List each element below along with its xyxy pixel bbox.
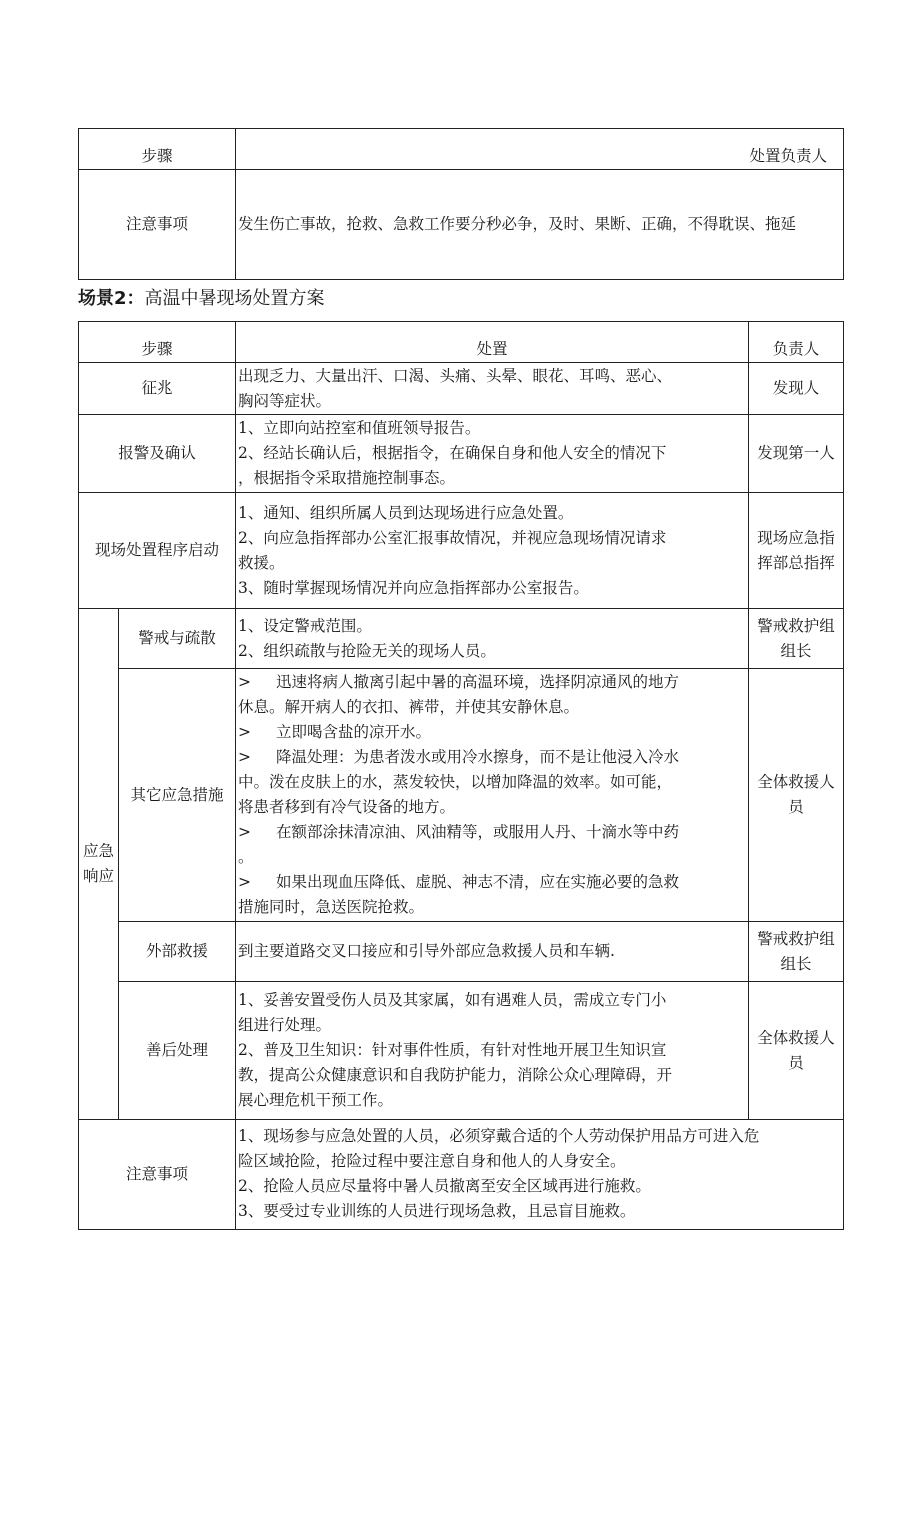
notes-text-cell bbox=[236, 1120, 844, 1230]
text-line: 险区域抢险，抢险过程中要注意自身和他人的人身安全。 bbox=[238, 1152, 626, 1170]
text-line: ，根据指令采取措施控制事态。 bbox=[238, 469, 456, 487]
text-line: 2、向应急指挥部办公室汇报事故情况，并视应急现场情况请求 bbox=[238, 528, 667, 547]
text-line: 1、现场参与应急处置的人员，必须穿戴合适的个人劳动保护用品方可进入危 bbox=[238, 1127, 760, 1145]
start-label-cell bbox=[79, 493, 236, 609]
table-scene1-tail bbox=[78, 128, 844, 280]
start-label: 现场处置程序启动 bbox=[95, 541, 220, 559]
text-line: 教，提高公众健康意识和自我防护能力，消除公众心理障碍，开 bbox=[238, 1066, 673, 1084]
external-label-cell bbox=[119, 922, 236, 982]
sign-label: 征兆 bbox=[141, 379, 173, 397]
bullet-arrow-icon: > bbox=[238, 873, 252, 891]
owner-line: 警戒救护组 bbox=[757, 616, 835, 635]
bullet-text: 在额部涂抹清凉油、风油精等，或服用人丹、十滴水等中药 bbox=[276, 823, 680, 841]
owner-line: 员 bbox=[788, 1053, 804, 1072]
table-row bbox=[79, 170, 844, 280]
table-scene2 bbox=[78, 321, 844, 1230]
header-right-cell bbox=[236, 129, 844, 170]
notes-label: 注意事项 bbox=[126, 1165, 189, 1183]
header-step-cell bbox=[79, 129, 236, 170]
after-owner-cell bbox=[749, 982, 844, 1120]
bullet-text: 将患者移到有冷气设备的地方。 bbox=[238, 798, 456, 816]
notes-label-cell bbox=[79, 170, 236, 280]
header-action-label: 处置 bbox=[476, 340, 508, 358]
text-line: 1、通知、组织所属人员到达现场进行应急处置。 bbox=[238, 503, 574, 522]
sign-owner-cell bbox=[749, 363, 844, 415]
alarm-label: 报警及确认 bbox=[118, 444, 196, 462]
text-line bbox=[238, 795, 746, 820]
table-row bbox=[79, 982, 844, 1120]
sign-owner: 发现人 bbox=[772, 379, 820, 397]
table-row bbox=[79, 1120, 844, 1230]
scene2-heading bbox=[78, 286, 325, 312]
bullet-arrow-icon: > bbox=[238, 748, 252, 766]
table-row bbox=[79, 363, 844, 415]
response-group-label: 应急 bbox=[82, 842, 114, 860]
table-row bbox=[79, 922, 844, 982]
bullet-arrow-icon: > bbox=[238, 723, 252, 741]
text-line: 2、普及卫生知识：针对事件性质，有针对性地开展卫生知识宣 bbox=[238, 1041, 667, 1059]
owner-line: 组长 bbox=[780, 641, 812, 660]
owner-line: 全体救援人 bbox=[757, 1028, 835, 1047]
guard-text-cell bbox=[236, 609, 749, 669]
bullet-text: 休息。解开病人的衣扣、裤带，并使其安静休息。 bbox=[238, 698, 580, 716]
text-line: 出现乏力、大量出汗、口渴、头痛、头晕、眼花、耳鸣、恶心、 bbox=[238, 366, 673, 385]
text-line: 1、妥善安置受伤人员及其家属，如有遇难人员，需成立专门小 bbox=[238, 991, 667, 1009]
text-line: 2、抢险人员应尽量将中暑人员撤离至安全区域再进行施救。 bbox=[238, 1177, 651, 1195]
owner-line: 警戒救护组 bbox=[757, 929, 835, 948]
notes-text-cell bbox=[236, 170, 844, 280]
text-line: 到主要道路交叉口接应和引导外部应急救援人员和车辆. bbox=[238, 942, 615, 960]
bullet-text: 措施同时，急送医院抢救。 bbox=[238, 898, 425, 916]
guard-label-cell bbox=[119, 609, 236, 669]
owner-line: 现场应急指 bbox=[757, 528, 835, 547]
table-row bbox=[79, 415, 844, 493]
alarm-text-cell bbox=[236, 415, 749, 493]
text-line: 组进行处理。 bbox=[238, 1016, 332, 1034]
owner-line: 全体救援人 bbox=[757, 773, 835, 791]
scene2-heading-prefix: 场景2： bbox=[78, 288, 145, 309]
bullet-text: 立即喝含盐的凉开水。 bbox=[276, 723, 432, 741]
bullet-text: 如果出现血压降低、虚脱、神志不清，应在实施必要的急救 bbox=[276, 873, 680, 891]
text-line bbox=[238, 695, 746, 720]
owner-line: 组长 bbox=[780, 954, 812, 973]
external-owner-cell bbox=[749, 922, 844, 982]
bullet-text: 。 bbox=[238, 848, 254, 866]
text-line bbox=[238, 845, 746, 870]
text-line: 3、随时掌握现场情况并向应急指挥部办公室报告。 bbox=[238, 578, 589, 597]
bullet-item bbox=[238, 745, 746, 770]
table-row bbox=[79, 669, 844, 922]
bullet-text: 中。泼在皮肤上的水，蒸发较快，以增加降温的效率。如可能， bbox=[238, 773, 673, 791]
other-text-cell bbox=[236, 669, 749, 922]
alarm-label-cell bbox=[79, 415, 236, 493]
text-line: 2、组织疏散与抢险无关的现场人员。 bbox=[238, 641, 496, 660]
sign-label-cell bbox=[79, 363, 236, 415]
bullet-text: 降温处理：为患者泼水或用冷水擦身，而不是让他浸入冷水 bbox=[276, 748, 680, 766]
text-line: 救援。 bbox=[238, 553, 285, 572]
header-owner-label: 负责人 bbox=[772, 340, 820, 358]
response-group-label: 响应 bbox=[82, 867, 114, 885]
text-line bbox=[238, 770, 746, 795]
scene2-heading-title: 高温中暑现场处置方案 bbox=[144, 288, 325, 309]
header-step-label: 步骤 bbox=[141, 147, 173, 165]
external-label: 外部救援 bbox=[146, 942, 209, 960]
text-line: 展心理危机干预工作。 bbox=[238, 1091, 394, 1109]
sign-text-cell bbox=[236, 363, 749, 415]
bullet-item bbox=[238, 820, 746, 845]
table-row bbox=[79, 609, 844, 669]
bullet-item bbox=[238, 670, 746, 695]
after-label: 善后处理 bbox=[146, 1041, 209, 1059]
after-label-cell bbox=[119, 982, 236, 1120]
guard-label: 警戒与疏散 bbox=[138, 629, 216, 647]
text-line: 胸闷等症状。 bbox=[238, 391, 332, 410]
header-right-label: 处置负责人 bbox=[749, 147, 827, 165]
text-line bbox=[238, 895, 746, 920]
start-text-cell bbox=[236, 493, 749, 609]
text-line: 1、设定警戒范围。 bbox=[238, 616, 372, 635]
header-step-cell bbox=[79, 322, 236, 363]
after-text-cell bbox=[236, 982, 749, 1120]
text-line: 3、要受过专业训练的人员进行现场急救，且忌盲目施救。 bbox=[238, 1202, 636, 1220]
bullet-item bbox=[238, 720, 746, 745]
start-owner-cell bbox=[749, 493, 844, 609]
text-line: 2、经站长确认后，根据指令，在确保自身和他人安全的情况下 bbox=[238, 444, 667, 462]
other-owner-cell bbox=[749, 669, 844, 922]
bullet-arrow-icon: > bbox=[238, 823, 252, 841]
text-line: 1、立即向站控室和值班领导报告。 bbox=[238, 419, 481, 437]
response-group-cell bbox=[79, 609, 119, 1120]
notes-text: 发生伤亡事故，抢救、急救工作要分秒必争，及时、果断、正确，不得耽误、拖延 bbox=[238, 215, 797, 233]
external-text-cell bbox=[236, 922, 749, 982]
bullet-arrow-icon: > bbox=[238, 673, 252, 691]
header-step-label: 步骤 bbox=[141, 340, 173, 358]
notes-label-cell bbox=[79, 1120, 236, 1230]
header-owner-cell bbox=[749, 322, 844, 363]
alarm-owner-cell bbox=[749, 415, 844, 493]
table-row bbox=[79, 322, 844, 363]
owner-line: 员 bbox=[788, 798, 804, 816]
guard-owner-cell bbox=[749, 609, 844, 669]
table-row bbox=[79, 129, 844, 170]
header-action-cell bbox=[236, 322, 749, 363]
table-row bbox=[79, 493, 844, 609]
other-label-cell bbox=[119, 669, 236, 922]
bullet-text: 迅速将病人撤离引起中暑的高温环境，选择阴凉通风的地方 bbox=[276, 673, 680, 691]
bullet-item bbox=[238, 870, 746, 895]
owner-line: 挥部总指挥 bbox=[757, 553, 835, 572]
notes-label: 注意事项 bbox=[125, 215, 188, 233]
other-label: 其它应急措施 bbox=[130, 785, 224, 804]
alarm-owner: 发现第一人 bbox=[757, 444, 835, 462]
